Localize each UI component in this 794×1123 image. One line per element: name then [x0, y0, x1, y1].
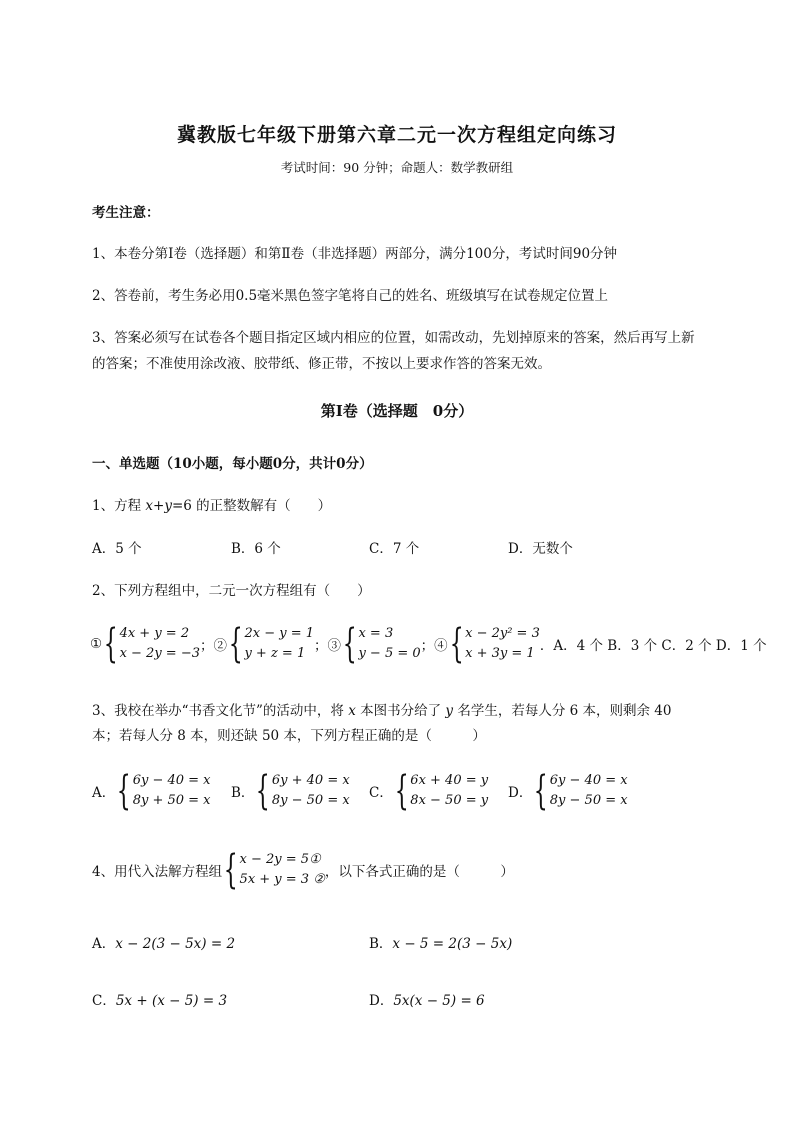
q3-a-eq2: 8y + 50 = x: [132, 793, 211, 808]
q1-pre: 1、方程: [92, 498, 146, 514]
q2-s2-eq1: 2x − y = 1: [244, 626, 314, 641]
q4-a-expr: x − 2(3 − 5x) = 2: [115, 936, 236, 952]
q2-s4-eq2: x + 3y = 1: [465, 646, 535, 661]
q3-system-a: { 6y − 40 = x 8y + 50 = x: [116, 768, 211, 814]
part-heading: 一、单选题（10小题，每小题0分，共计0分）: [92, 456, 373, 472]
q2-system-2: { 2x − y = 1 y + z = 1: [228, 621, 314, 667]
q4-post: ，以下各式正确的是（ ）: [324, 864, 514, 880]
q1-option-c[interactable]: C．7 个: [369, 541, 420, 557]
q2-marker-1: ①: [90, 636, 103, 652]
q2-s4-eq1: x − 2y² = 3: [465, 626, 540, 641]
q2-s3-eq2: y − 5 = 0: [358, 646, 421, 661]
q2-marker-3: ；③: [314, 638, 341, 654]
q3-label-a: A．: [92, 785, 116, 801]
question-3-stem-line1: [92, 699, 671, 719]
q2-s1-eq2: x − 2y = −3: [119, 646, 200, 661]
notice-item-1: 1、本卷分第Ⅰ卷（选择题）和第Ⅱ卷（非选择题）两部分，满分100分，考试时间90分钟: [92, 246, 618, 262]
q4-system: { x − 2y = 5① 5x + y = 3 ②: [223, 847, 325, 893]
q4-label-a: A．: [92, 936, 116, 952]
notice-item-3-cont: 的答案；不准使用涂改液、胶带纸、修正带，不按以上要求作答的答案无效。: [92, 356, 551, 372]
q3-b-eq1: 6y + 40 = x: [271, 773, 350, 788]
q3-option-b[interactable]: [231, 768, 350, 814]
q3-option-d[interactable]: [508, 768, 628, 814]
notice-item-2: 2、答卷前，考生务必用0.5毫米黑色签字笔将自己的姓名、班级填写在试卷规定位置上: [92, 288, 609, 304]
q2-system-4: { x − 2y² = 3 x + 3y = 1: [449, 621, 540, 667]
q2-s1-eq1: 4x + y = 2: [119, 626, 190, 641]
q2-marker-4: ；④: [420, 638, 448, 654]
question-1-stem: [92, 494, 331, 514]
q2-options[interactable]: ．A．4 个 B．3 个 C．2 个 D．1 个: [539, 638, 767, 654]
q1-post: =6 的正整数解有（ ）: [171, 498, 332, 514]
q4-b-expr: x − 5 = 2(3 − 5x): [392, 936, 513, 952]
q3-post: 名学生，若每人分 6 本，则剩余 40: [453, 703, 672, 719]
q2-marker-2: ；②: [200, 638, 227, 654]
q4-option-a[interactable]: [92, 932, 235, 952]
q3-system-c: { 6x + 40 = y 8x − 50 = y: [394, 768, 489, 814]
section-title: 第Ⅰ卷（选择题 0分）: [320, 402, 474, 420]
q4-label-b: B．: [369, 936, 393, 952]
question-4-stem: [92, 847, 514, 893]
q4-d-expr: 5x(x − 5) = 6: [393, 993, 485, 1009]
question-3-stem-line2: 本；若每人分 8 本，则还缺 50 本，下列方程正确的是（ ）: [92, 728, 486, 744]
question-2-stem: 2、下列方程组中，二元一次方程组有（ ）: [92, 583, 371, 599]
page-title: 冀教版七年级下册第六章二元一次方程组定向练习: [176, 124, 617, 146]
q3-label-b: B．: [231, 785, 255, 801]
q3-system-b: { 6y + 40 = x 8y − 50 = x: [256, 768, 350, 814]
q4-eq1: x − 2y = 5①: [239, 852, 321, 867]
q3-c-eq1: 6x + 40 = y: [410, 773, 489, 788]
q1-option-a[interactable]: A．5 个: [92, 541, 142, 557]
q3-option-c[interactable]: [369, 768, 489, 814]
q2-system-3: { x = 3 y − 5 = 0: [342, 621, 421, 667]
q4-eq2: 5x + y = 3 ②: [239, 872, 325, 887]
q4-option-c[interactable]: [92, 989, 227, 1009]
q3-var-y: y: [445, 703, 454, 719]
q3-pre: 3、我校在举办“书香文化节”的活动中，将: [92, 703, 349, 719]
q3-option-a[interactable]: [92, 768, 211, 814]
q3-b-eq2: 8y − 50 = x: [271, 793, 350, 808]
q1-equation: x+y: [145, 498, 172, 514]
q3-a-eq1: 6y − 40 = x: [132, 773, 211, 788]
q3-system-d: { 6y − 40 = x 8y − 50 = x: [534, 768, 628, 814]
q4-label-c: C．: [92, 993, 116, 1009]
q3-mid: 本图书分给了: [355, 703, 446, 719]
q3-var-x: x: [348, 703, 356, 719]
q3-d-eq2: 8y − 50 = x: [549, 793, 628, 808]
q4-c-expr: 5x + (x − 5) = 3: [115, 993, 228, 1009]
q2-s3-eq1: x = 3: [358, 626, 394, 641]
notice-item-3: 3、答案必须写在试卷各个题目指定区域内相应的位置，如需改动，先划掉原来的答案，然后再写上新: [92, 330, 695, 346]
q3-label-d: D．: [508, 785, 533, 801]
q3-d-eq1: 6y − 40 = x: [549, 773, 628, 788]
q3-c-eq2: 8x − 50 = y: [410, 793, 489, 808]
q2-system-1: { 4x + y = 2 x − 2y = −3: [103, 621, 200, 667]
q4-option-b[interactable]: [369, 932, 512, 952]
q2-s2-eq2: y + z = 1: [244, 646, 306, 661]
exam-info: 考试时间：90 分钟；命题人：数学教研组: [280, 160, 514, 175]
q1-option-b[interactable]: B．6 个: [231, 541, 281, 557]
q2-systems: [90, 621, 767, 667]
q1-option-d[interactable]: D．无数个: [508, 541, 573, 557]
q4-option-d[interactable]: [369, 989, 485, 1009]
q4-label-d: D．: [369, 993, 394, 1009]
q3-label-c: C．: [369, 785, 393, 801]
q4-pre: 4、用代入法解方程组: [92, 864, 223, 880]
notice-heading: 考生注意：: [92, 205, 160, 221]
